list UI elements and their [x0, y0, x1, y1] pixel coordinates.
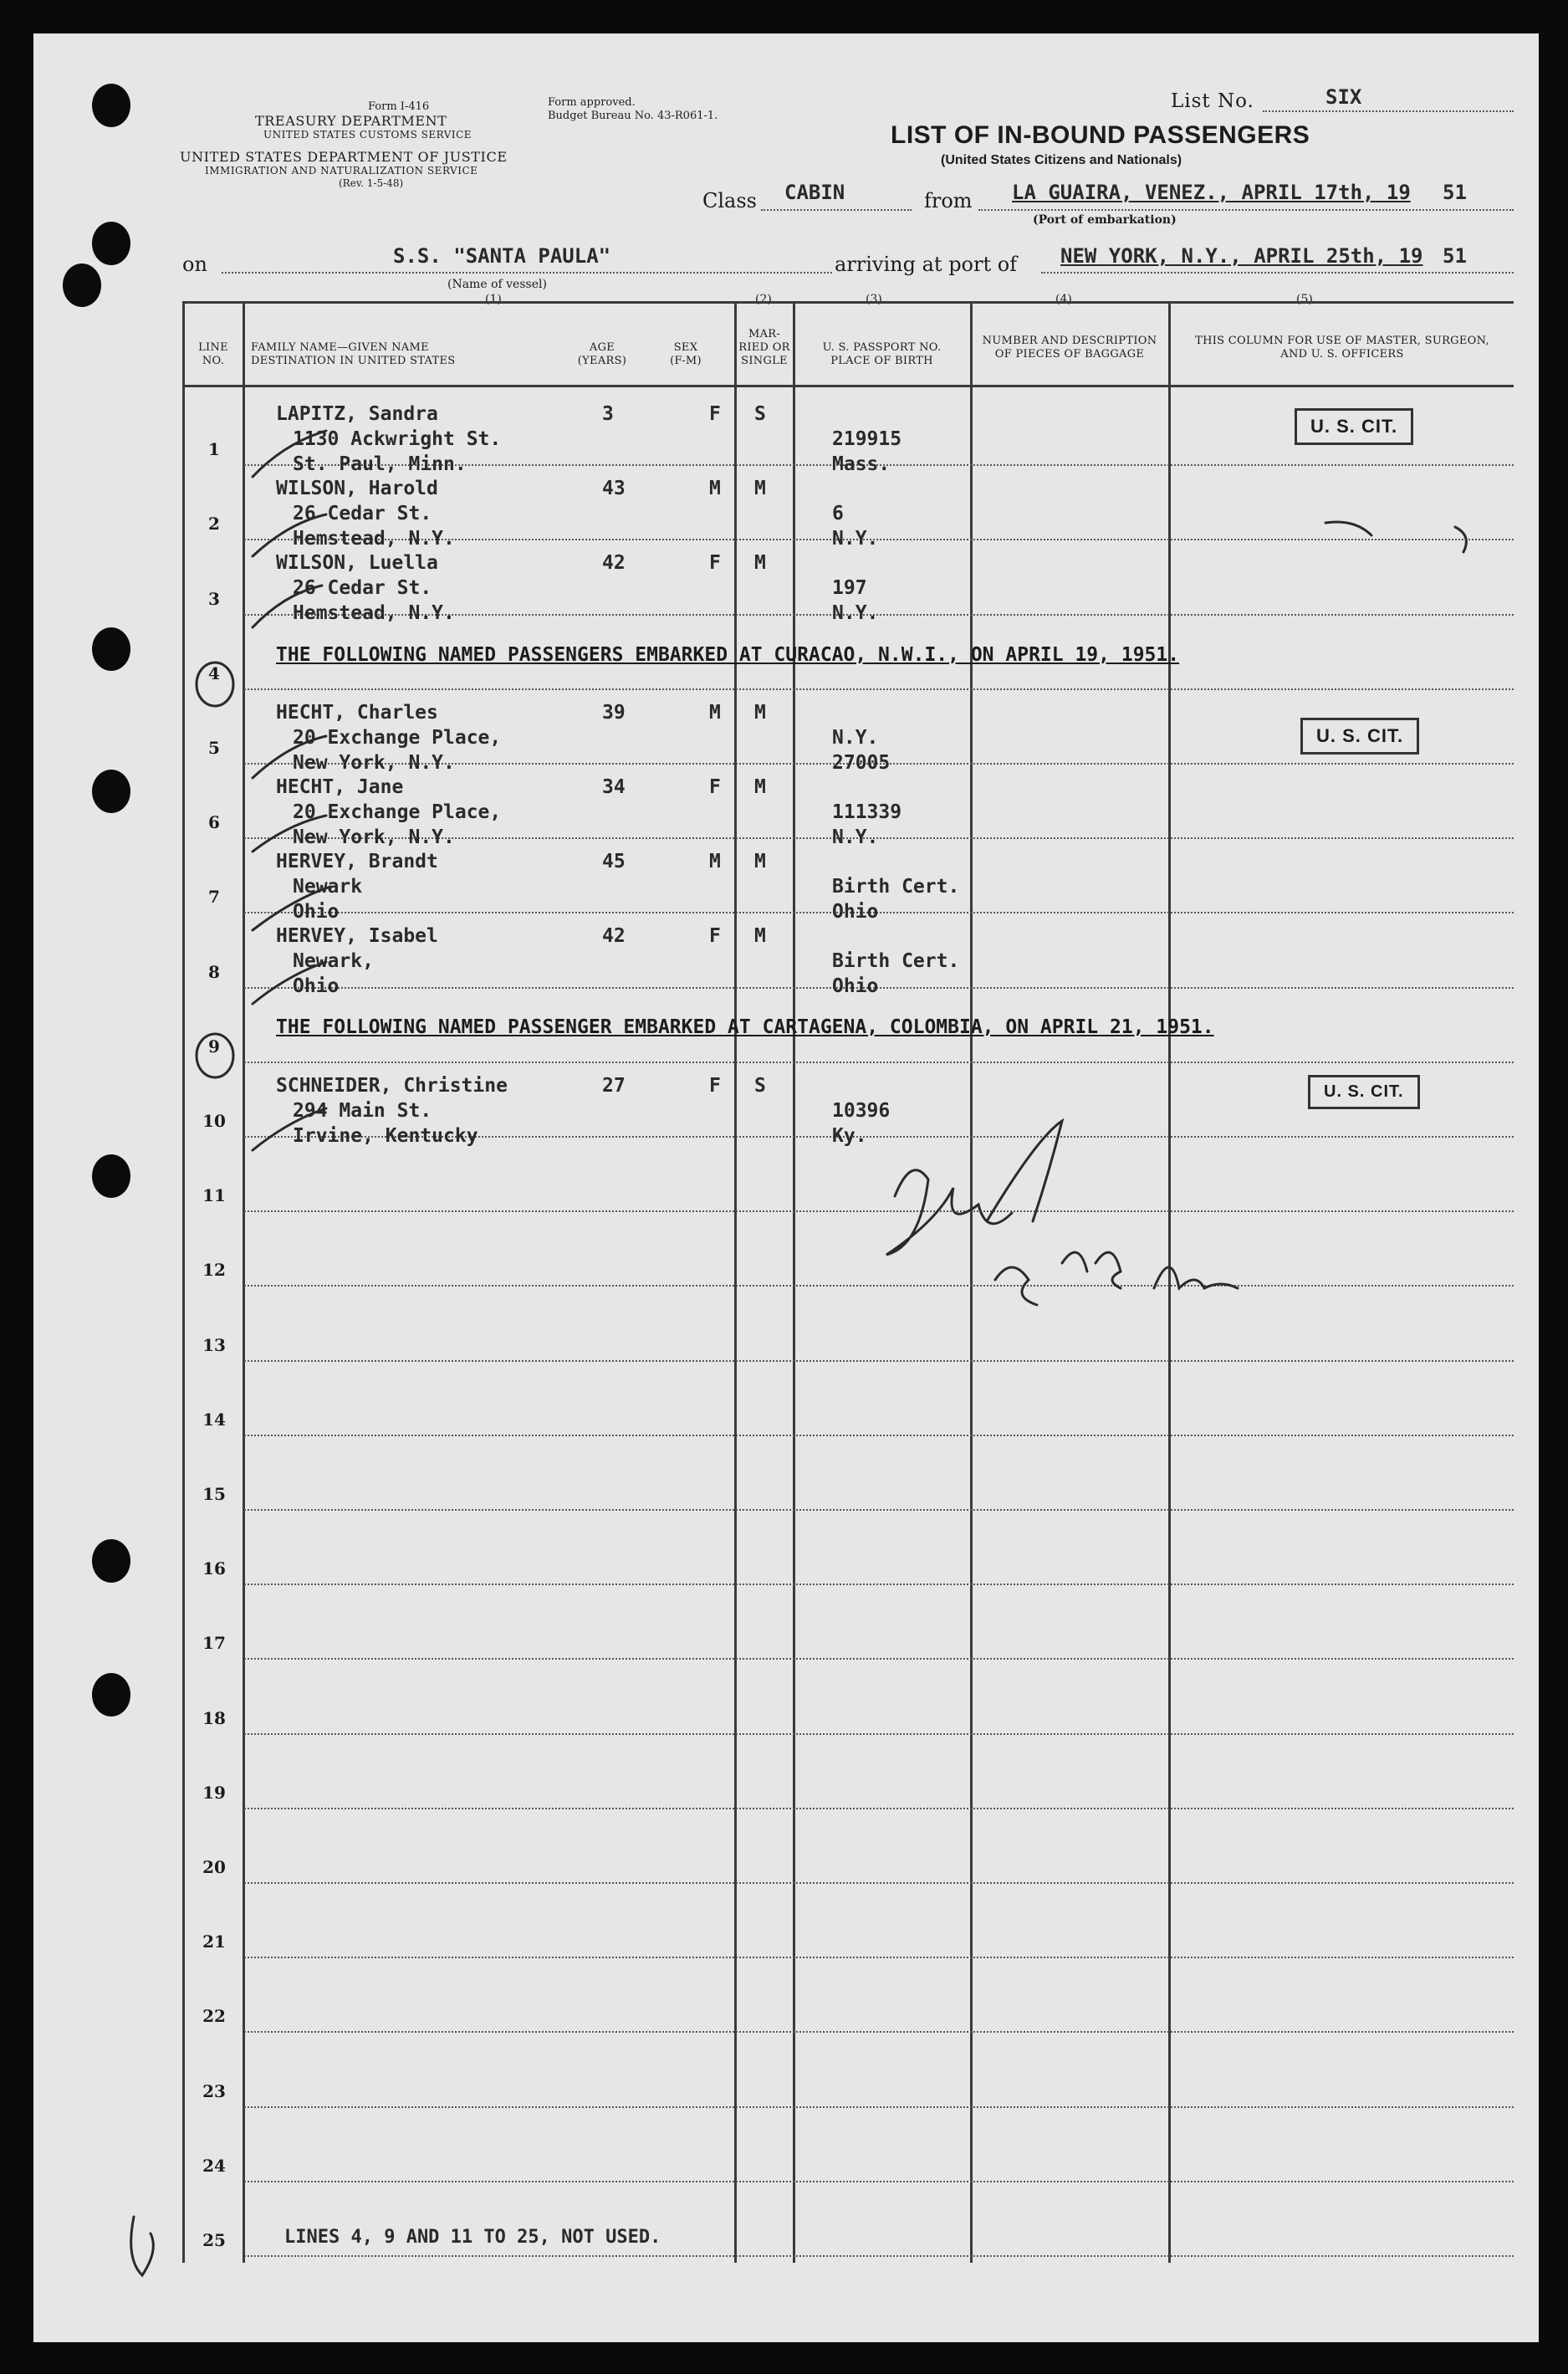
from-year: 51 [1443, 181, 1467, 204]
list-no-label: List No. [1171, 90, 1254, 112]
passenger-marital-status: S [754, 403, 766, 425]
passenger-marital-status: M [754, 478, 766, 500]
col-header-baggage: NUMBER AND DESCRIPTION OF PIECES OF BAGGAGE [982, 335, 1157, 361]
passenger-city: Ohio [293, 975, 340, 998]
passenger-city: St. Paul, Minn. [293, 453, 467, 475]
passenger-address: Newark [293, 876, 363, 898]
passenger-name: HERVEY, Isabel [276, 925, 438, 948]
passenger-name: HECHT, Charles [276, 701, 438, 724]
line-number: 14 [202, 1409, 226, 1430]
passenger-age: 45 [602, 851, 626, 873]
arriving-label: arriving at port of [835, 253, 1018, 276]
passenger-passport-no: 6 [832, 503, 844, 525]
line-number: 25 [202, 2230, 226, 2250]
passenger-birthplace: Ky. [832, 1124, 867, 1147]
passenger-sex: M [709, 701, 721, 724]
line-number: 20 [202, 1857, 226, 1877]
line-number: 11 [202, 1185, 226, 1206]
passenger-birthplace: N.Y. [832, 826, 879, 848]
col-header-age: AGE [589, 341, 615, 354]
col-header-passport: U. S. PASSPORT NO. [822, 341, 942, 354]
line-number: 16 [202, 1558, 226, 1579]
passenger-passport-no: 10396 [832, 1099, 891, 1122]
column-number-1: (1) [485, 293, 502, 306]
passenger-city: Ohio [293, 901, 340, 924]
col-header-sex-unit: (F-M) [670, 355, 702, 367]
line-number: 18 [202, 1707, 226, 1728]
passenger-sex: F [709, 403, 721, 425]
us-citizen-stamp: U. S. CIT. [1300, 718, 1419, 755]
budget-bureau: Budget Bureau No. 43-R061-1. [548, 110, 718, 122]
form-approved: Form approved. [548, 96, 636, 109]
passenger-name: SCHNEIDER, Christine [276, 1074, 508, 1097]
line-number: 8 [208, 961, 220, 982]
line-number: 15 [202, 1484, 226, 1504]
passenger-sex: F [709, 1074, 721, 1097]
passenger-passport-no: Birth Cert. [832, 950, 960, 973]
passenger-age: 3 [602, 403, 614, 425]
passenger-birthplace: N.Y. [832, 602, 879, 625]
from-label: from [924, 189, 973, 212]
column-number-5: (5) [1296, 293, 1313, 306]
line-number: 10 [202, 1111, 226, 1131]
passenger-city: Hemstead, N.Y. [293, 528, 455, 550]
passenger-birthplace: N.Y. [832, 528, 879, 550]
passenger-name: WILSON, Luella [276, 552, 438, 575]
line-number: 1 [208, 439, 220, 460]
line-number: 12 [202, 1260, 226, 1281]
handwritten-marks [33, 33, 1539, 2342]
column-number-4: (4) [1055, 293, 1072, 306]
col-header-birthplace: PLACE OF BIRTH [830, 355, 933, 367]
line-number: 13 [202, 1334, 226, 1355]
line-number: 21 [202, 1931, 226, 1952]
passenger-sex: F [709, 925, 721, 948]
from-value: LA GUAIRA, VENEZ., APRIL 17th, 19 [1012, 181, 1411, 204]
col-header-name: FAMILY NAME—GIVEN NAME [251, 341, 429, 354]
passenger-passport-no: 111339 [832, 801, 902, 823]
passenger-sex: M [709, 851, 721, 873]
revision: (Rev. 1-5-48) [339, 177, 404, 189]
arrival-value: NEW YORK, N.Y., APRIL 25th, 19 [1060, 244, 1423, 268]
column-number-2: (2) [755, 293, 772, 306]
passenger-marital-status: M [754, 851, 766, 873]
passenger-birthplace: Ohio [832, 901, 879, 924]
col-header-destination: DESTINATION IN UNITED STATES [251, 355, 456, 367]
line-number: 24 [202, 2155, 226, 2176]
passenger-name: HERVEY, Brandt [276, 851, 438, 873]
line-number: 7 [208, 887, 220, 908]
passenger-age: 27 [602, 1074, 626, 1097]
col-header-sex: SEX [673, 341, 698, 354]
immigration-service: IMMIGRATION AND NATURALIZATION SERVICE [205, 165, 478, 177]
passenger-name: WILSON, Harold [276, 478, 438, 500]
col-header-married: MAR- RIED OR SINGLE [738, 328, 790, 367]
line-number: 3 [208, 588, 220, 609]
passenger-marital-status: M [754, 701, 766, 724]
passenger-passport-no: Birth Cert. [832, 876, 960, 898]
passenger-birthplace: 27005 [832, 751, 891, 774]
passenger-age: 34 [602, 776, 626, 798]
page-title: LIST OF IN-BOUND PASSENGERS [891, 121, 1310, 149]
col-header-age-unit: (YEARS) [577, 355, 627, 367]
passenger-address: 294 Main St. [293, 1099, 432, 1122]
passenger-address: 26 Cedar St. [293, 503, 432, 525]
passenger-age: 43 [602, 478, 626, 500]
col-header-line-no: LINE NO. [198, 341, 228, 367]
arrival-year: 51 [1443, 244, 1467, 268]
port-embark-caption: (Port of embarkation) [1033, 213, 1177, 227]
passenger-age: 42 [602, 925, 626, 948]
passenger-age: 42 [602, 552, 626, 575]
line-number: 2 [208, 514, 220, 535]
column-number-3: (3) [866, 293, 882, 306]
dept-justice: UNITED STATES DEPARTMENT OF JUSTICE [180, 149, 508, 165]
passenger-address: 20 Exchange Place, [293, 726, 502, 749]
line-number: 6 [208, 812, 220, 833]
class-value: CABIN [784, 181, 845, 204]
class-label: Class [702, 189, 757, 212]
line-number: 17 [202, 1633, 226, 1654]
passenger-city: Irvine, Kentucky [293, 1124, 478, 1147]
passenger-sex: F [709, 552, 721, 575]
passenger-city: Hemstead, N.Y. [293, 602, 455, 625]
passenger-passport-no: N.Y. [832, 726, 879, 749]
embark-note-cartagena: THE FOLLOWING NAMED PASSENGER EMBARKED AT CARTAGENA, COLOMBIA, ON APRIL 21, 1951. [276, 1016, 1214, 1038]
document-page [33, 33, 1539, 2342]
passenger-name: LAPITZ, Sandra [276, 403, 438, 425]
embark-note-curacao: THE FOLLOWING NAMED PASSENGERS EMBARKED AT CURACAO, N.W.I., ON APRIL 19, 1951. [276, 644, 1180, 666]
line-number: 22 [202, 2006, 226, 2027]
footer-note: LINES 4, 9 AND 11 TO 25, NOT USED. [284, 2227, 661, 2248]
us-citizen-stamp: U. S. CIT. [1295, 408, 1413, 445]
line-number: 9 [208, 1036, 220, 1057]
vessel-value: S.S. "SANTA PAULA" [393, 244, 611, 268]
passenger-birthplace: Mass. [832, 453, 891, 475]
customs-service: UNITED STATES CUSTOMS SERVICE [263, 129, 472, 141]
passenger-address: Newark, [293, 950, 374, 973]
passenger-age: 39 [602, 701, 626, 724]
us-citizen-stamp: U. S. CIT. [1308, 1075, 1420, 1109]
passenger-name: HECHT, Jane [276, 776, 404, 798]
dept-treasury: TREASURY DEPARTMENT [255, 113, 447, 129]
passenger-city: New York, N.Y. [293, 751, 455, 774]
passenger-sex: F [709, 776, 721, 798]
on-label: on [182, 253, 207, 276]
passenger-marital-status: M [754, 776, 766, 798]
passenger-marital-status: M [754, 552, 766, 575]
passenger-address: 1130 Ackwright St. [293, 428, 502, 450]
passenger-address: 20 Exchange Place, [293, 801, 502, 823]
passenger-marital-status: M [754, 925, 766, 948]
passenger-marital-status: S [754, 1074, 766, 1097]
col-header-officers: THIS COLUMN FOR USE OF MASTER, SURGEON, AND U. S. OFFICERS [1195, 335, 1489, 361]
page-subtitle: (United States Citizens and Nationals) [941, 153, 1182, 167]
line-number: 19 [202, 1782, 226, 1803]
line-number: 5 [208, 738, 220, 758]
passenger-city: New York, N.Y. [293, 826, 455, 848]
list-no-value: SIX [1325, 85, 1362, 109]
line-number: 4 [208, 663, 220, 683]
passenger-passport-no: 219915 [832, 428, 902, 450]
passenger-birthplace: Ohio [832, 975, 879, 998]
vessel-caption: (Name of vessel) [447, 278, 547, 291]
passenger-passport-no: 197 [832, 577, 867, 600]
form-number: Form I-416 [368, 100, 430, 113]
line-number: 23 [202, 2080, 226, 2101]
passenger-sex: M [709, 478, 721, 500]
passenger-address: 26 Cedar St. [293, 577, 432, 600]
